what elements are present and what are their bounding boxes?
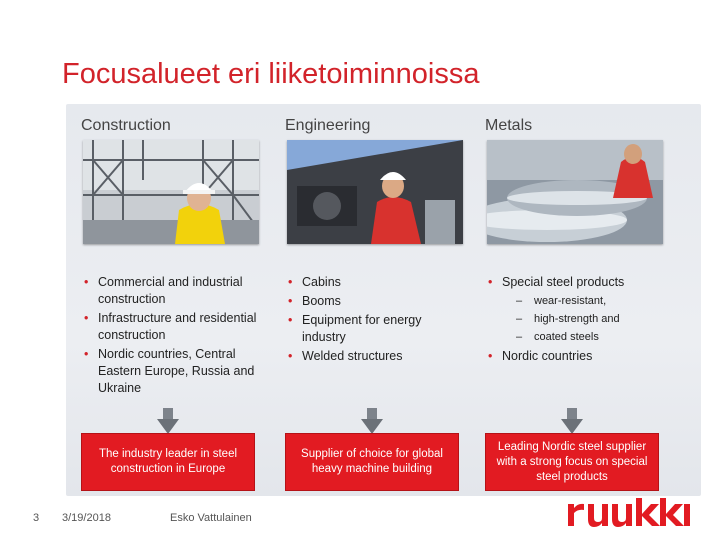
sub-list-item: – wear-resistant, [488,293,666,310]
engineering-worker-photo [287,140,463,244]
arrow-down-icon [157,408,179,434]
column-heading: Engineering [285,117,371,134]
list-item: • Booms [288,293,466,310]
slide-author: Esko Vattulainen [170,512,252,524]
bullet-list [288,274,466,367]
sub-list-item: – high-strength and [488,311,666,328]
steel-coils-photo [487,140,663,244]
arrow-down-icon [361,408,383,434]
focus-box [81,433,255,491]
focus-box [485,433,659,491]
column-heading: Construction [81,117,171,134]
focus-areas-panel [66,104,701,496]
page-number: 3 [33,512,40,524]
focus-box [285,433,459,491]
bullet-list [488,274,666,367]
bullet-list [84,274,262,399]
focus-box-text: Supplier of choice for global heavy machine building [301,448,443,475]
slide-title: Focusalueet eri liiketoiminnoissa [62,58,480,90]
sub-list-item: – coated steels [488,329,666,346]
construction-worker-photo [83,140,259,244]
ruukki-logo [566,496,692,532]
focus-box-text: The industry leader in steel construction in Europe [98,448,238,475]
column-heading: Metals [485,117,533,134]
list-item: • Commercial and industrial construction [84,274,262,308]
arrow-down-icon [561,408,583,434]
list-item: • Nordic countries, Central Eastern Europe, Russia and Ukraine [84,346,262,397]
list-item: • Welded structures [288,348,466,365]
list-item: • Nordic countries [488,348,666,365]
list-item: • Special steel products [488,274,666,291]
list-item: • Infrastructure and residential construction [84,310,262,344]
column-construction [66,104,266,496]
list-item: • Cabins [288,274,466,291]
column-metals [470,104,670,496]
slide-date: 3/19/2018 [62,512,111,524]
column-engineering [270,104,470,496]
focus-box-text: Leading Nordic steel supplier with a strong focus on special steel products [496,440,648,483]
list-item: • Equipment for energy industry [288,312,466,346]
